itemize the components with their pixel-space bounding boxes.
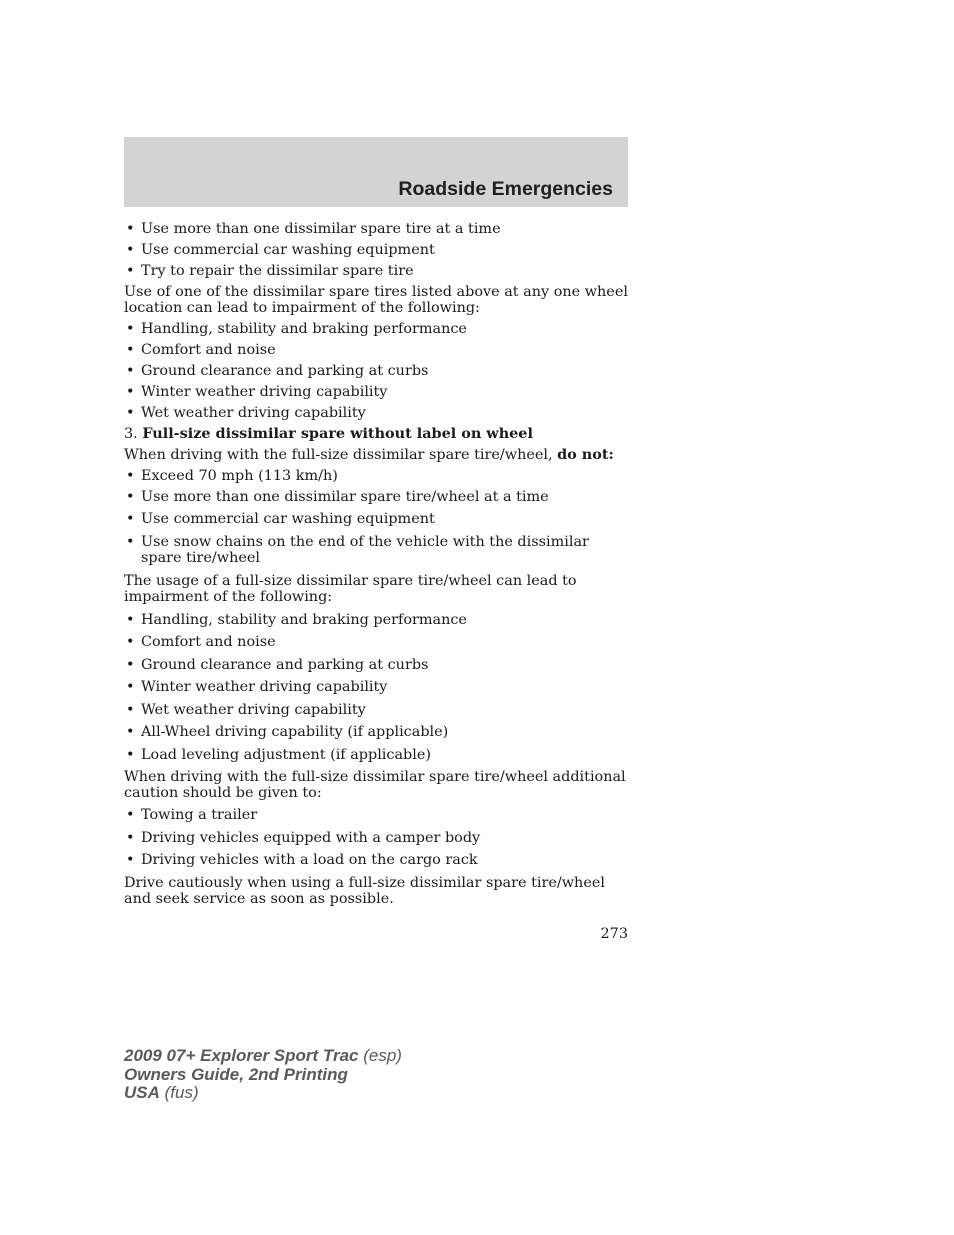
list-item: • Comfort and noise: [126, 634, 276, 650]
list-item: • Winter weather driving capability: [126, 384, 388, 400]
list-item: • Ground clearance and parking at curbs: [126, 657, 429, 673]
bullet: •: [126, 830, 135, 846]
bullet: •: [126, 534, 135, 550]
list-item: • Wet weather driving capability: [126, 405, 366, 421]
bullet: •: [126, 702, 135, 718]
list-item: • Handling, stability and braking performance: [126, 321, 467, 337]
footer-line-model: 2009 07+ Explorer Sport Trac (esp): [124, 1046, 402, 1065]
bullet: •: [126, 405, 135, 421]
bullet: •: [126, 807, 135, 823]
section-title: Roadside Emergencies: [398, 178, 613, 200]
bullet: •: [126, 852, 135, 868]
paragraph-usage: The usage of a full-size dissimilar spare tire/wheel can lead to impairment of the following:: [124, 573, 577, 605]
list-item: • Towing a trailer: [126, 807, 258, 823]
bullet: •: [126, 363, 135, 379]
bullet: •: [126, 321, 135, 337]
list-item: • Use more than one dissimilar spare tire at a time: [126, 221, 501, 237]
section-header-band: [124, 137, 628, 207]
bullet: •: [126, 747, 135, 763]
list-item: • Use snow chains on the end of the vehicle with the dissimilar spare tire/wheel: [126, 534, 589, 566]
page-number: 273: [600, 926, 628, 942]
list-item: • Use commercial car washing equipment: [126, 511, 435, 527]
footer-line-market: USA (fus): [124, 1083, 199, 1102]
list-item: • Comfort and noise: [126, 342, 276, 358]
footer-line-guide: Owners Guide, 2nd Printing: [124, 1064, 348, 1084]
bullet: •: [126, 657, 135, 673]
list-item: • Driving vehicles equipped with a camper body: [126, 830, 481, 846]
bullet: •: [126, 612, 135, 628]
list-item: • Try to repair the dissimilar spare tire: [126, 263, 414, 279]
bullet: •: [126, 634, 135, 650]
list-item: • Ground clearance and parking at curbs: [126, 363, 429, 379]
list-item: • Use commercial car washing equipment: [126, 242, 435, 258]
list-item: • Load leveling adjustment (if applicable): [126, 747, 431, 763]
list-item: • Driving vehicles with a load on the cargo rack: [126, 852, 478, 868]
bullet: •: [126, 384, 135, 400]
list-item: • Handling, stability and braking performance: [126, 612, 467, 628]
document-footer: [124, 1047, 402, 1103]
bullet: •: [126, 468, 135, 484]
section-heading-3: 3. Full-size dissimilar spare without label on wheel: [124, 425, 533, 442]
bullet: •: [126, 489, 135, 505]
bullet: •: [126, 724, 135, 740]
bullet: •: [126, 342, 135, 358]
paragraph-do-not: When driving with the full-size dissimilar spare tire/wheel, do not:: [124, 446, 614, 463]
bullet: •: [126, 511, 135, 527]
list-item: • Winter weather driving capability: [126, 679, 388, 695]
list-item: • Use more than one dissimilar spare tire/wheel at a time: [126, 489, 549, 505]
list-item: • All-Wheel driving capability (if applicable): [126, 724, 449, 740]
bullet: •: [126, 263, 135, 279]
bullet: •: [126, 242, 135, 258]
list-item: • Exceed 70 mph (113 km/h): [126, 468, 338, 484]
paragraph-drive-cautiously: Drive cautiously when using a full-size dissimilar spare tire/wheel and seek service as soon as possible.: [124, 875, 605, 907]
bullet: •: [126, 221, 135, 237]
page-content: [124, 221, 628, 912]
paragraph-impairment-intro: Use of one of the dissimilar spare tires listed above at any one wheel location can lead to impairment of the following:: [124, 284, 628, 316]
list-item: • Wet weather driving capability: [126, 702, 366, 718]
paragraph-caution: When driving with the full-size dissimilar spare tire/wheel additional caution should be given to:: [124, 769, 626, 801]
bullet: •: [126, 679, 135, 695]
